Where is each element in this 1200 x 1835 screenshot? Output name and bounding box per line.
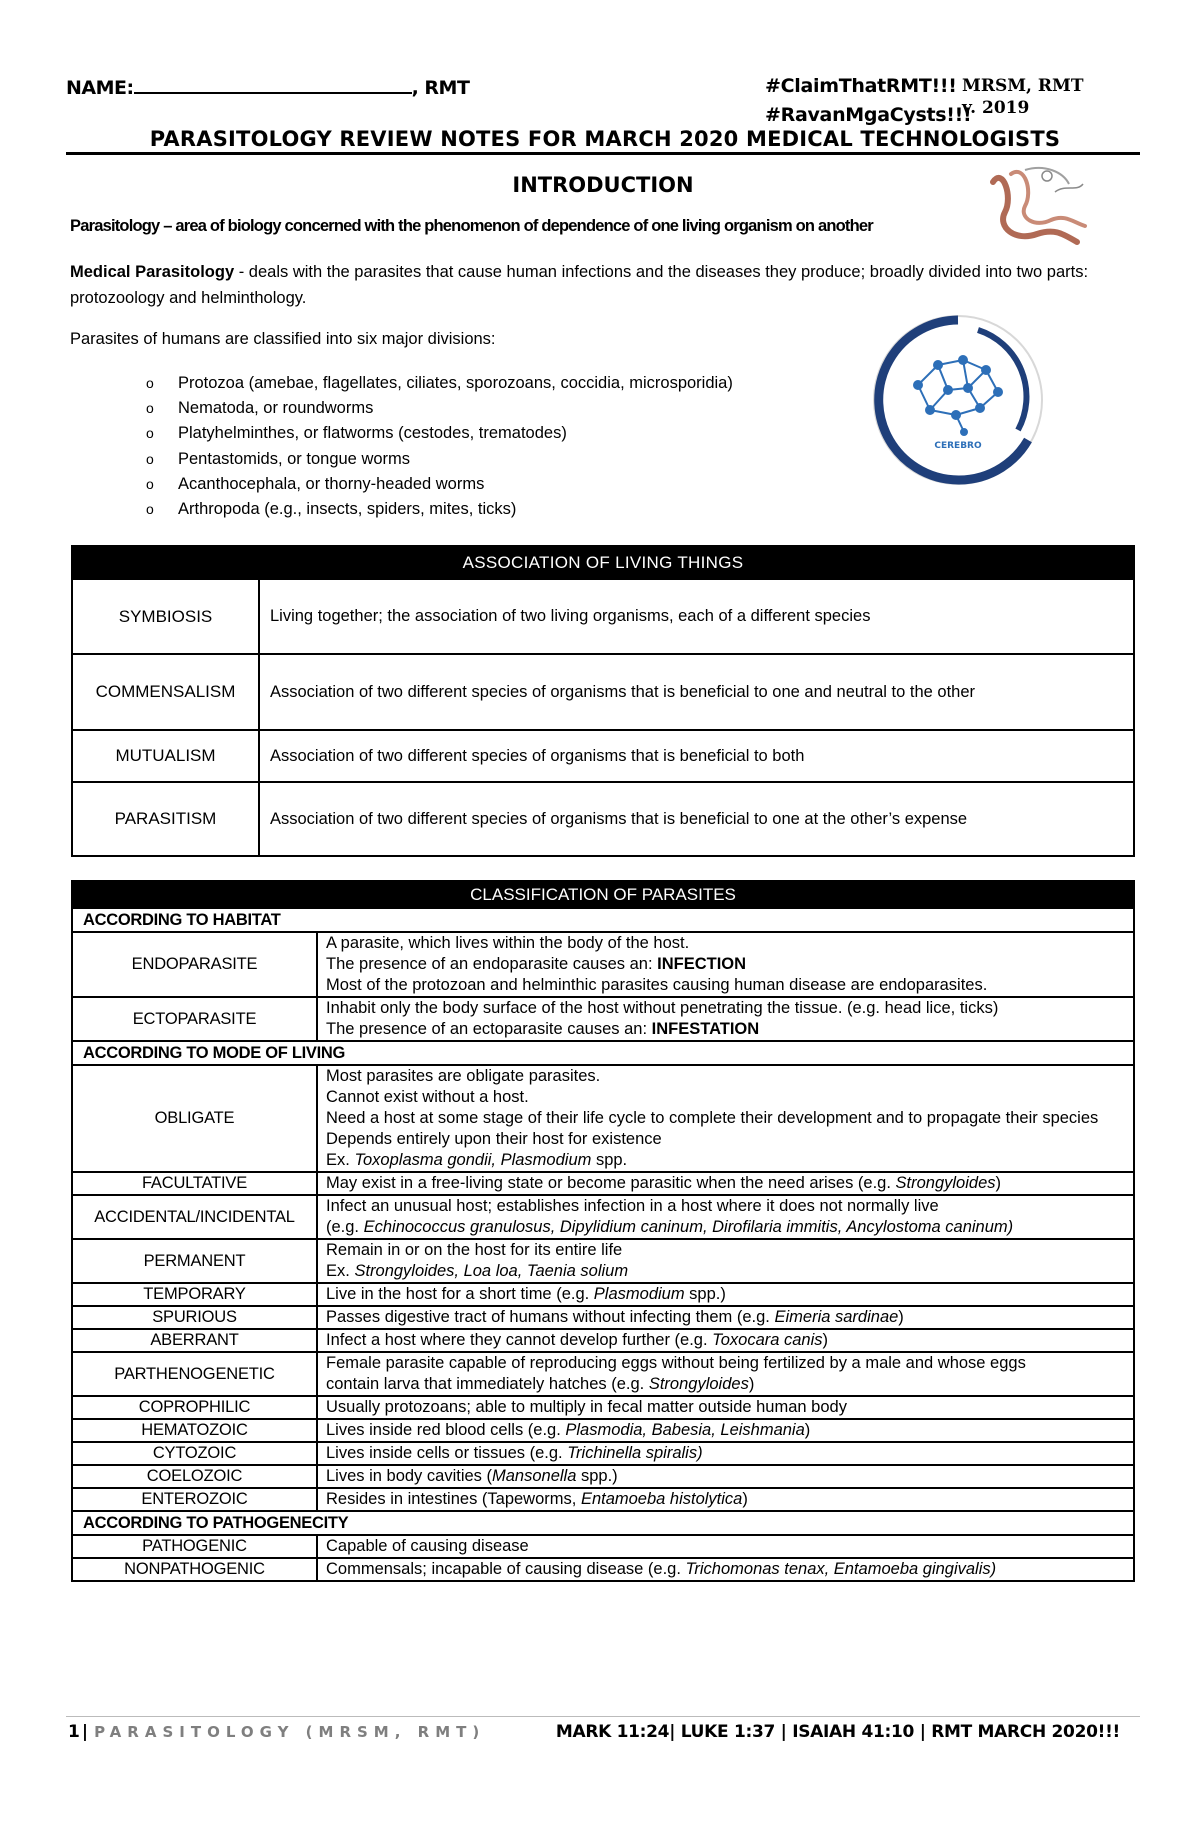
- term-cell: TEMPORARY: [72, 1283, 317, 1306]
- definition-line: [326, 1374, 1127, 1395]
- bullet-marker: o: [146, 501, 154, 518]
- table-row: [72, 579, 1134, 654]
- line-text: ): [742, 1490, 748, 1508]
- divisions-intro: Parasites of humans are classified into six major divisions:: [70, 330, 496, 348]
- definition-cell: Living together; the association of two living organisms, each of a different species: [259, 579, 1134, 654]
- definition-cell: [317, 1465, 1134, 1488]
- line-text: The presence of an endoparasite causes an:: [326, 955, 658, 973]
- term-cell: PATHOGENIC: [72, 1535, 317, 1558]
- table-row: [72, 1488, 1134, 1511]
- line-text: Commensals; incapable of causing disease (e.g.: [326, 1560, 686, 1578]
- definition-cell: [317, 1283, 1134, 1306]
- term-cell: ENDOPARASITE: [72, 932, 317, 997]
- name-label: NAME:: [66, 77, 134, 99]
- page-number: 1: [68, 1722, 80, 1742]
- line-text: Infect a host where they cannot develop further (e.g.: [326, 1331, 713, 1349]
- term-cell: COELOZOIC: [72, 1465, 317, 1488]
- list-item: [146, 472, 733, 497]
- divisions-list: [146, 371, 733, 522]
- term-cell: ENTEROZOIC: [72, 1488, 317, 1511]
- table-row: [72, 1283, 1134, 1306]
- species-name: Entamoeba histolytica: [580, 1490, 743, 1508]
- table-row: [72, 730, 1134, 782]
- definition-cell: [317, 1488, 1134, 1511]
- definition-cell: [317, 1172, 1134, 1195]
- association-table: [71, 545, 1135, 857]
- definition-line: Most parasites are obligate parasites.: [326, 1067, 601, 1085]
- document-title: PARASITOLOGY REVIEW NOTES FOR MARCH 2020 MEDICAL TECHNOLOGISTS: [149, 127, 1061, 151]
- table-row: [72, 1396, 1134, 1419]
- division-text: Platyhelminthes, or flatworms (cestodes, trematodes): [178, 424, 567, 443]
- emphasis-text: INFESTATION: [651, 1020, 760, 1038]
- definition-cell: Capable of causing disease: [317, 1535, 1134, 1558]
- line-text: Lives in body cavities (: [326, 1467, 492, 1485]
- definition-cell: Association of two different species of organisms that is beneficial to both: [259, 730, 1134, 782]
- definition-cell: [317, 1558, 1134, 1581]
- definition-cell: [317, 1329, 1134, 1352]
- classification-table-title: CLASSIFICATION OF PARASITES: [72, 881, 1134, 908]
- line-text: ): [748, 1375, 755, 1393]
- definition-cell: [317, 1195, 1134, 1239]
- bullet-marker: o: [146, 475, 154, 492]
- term-cell: CYTOZOIC: [72, 1442, 317, 1465]
- classification-table: [71, 880, 1135, 1582]
- name-suffix: , RMT: [411, 77, 470, 99]
- definition-cell: Usually protozoans; able to multiply in fecal matter outside human body: [317, 1396, 1134, 1419]
- footer-page-label: [68, 1722, 485, 1742]
- term-cell: SYMBIOSIS: [72, 579, 259, 654]
- line-text: May exist in a free-living state or become parasitic when the need arises (e.g.: [326, 1174, 896, 1192]
- table-row: [72, 1329, 1134, 1352]
- division-text: Protozoa (amebae, flagellates, ciliates, sporozoans, coccidia, microsporidia): [178, 374, 733, 392]
- line-text: Lives inside red blood cells (e.g.: [326, 1421, 566, 1439]
- division-text: Pentastomids, or tongue worms: [178, 449, 411, 468]
- definition-cell: [317, 1065, 1134, 1172]
- definition-cell: [317, 932, 1134, 997]
- definition-line: Cannot exist without a host.: [326, 1088, 529, 1106]
- term-cell: NONPATHOGENIC: [72, 1558, 317, 1581]
- definition-line: [326, 954, 1127, 975]
- term-cell: OBLIGATE: [72, 1065, 317, 1172]
- bullet-marker: o: [146, 450, 154, 467]
- division-text: Acanthocephala, or thorny-headed worms: [178, 474, 485, 493]
- footer-divider: [66, 1716, 1140, 1717]
- table-row: [72, 1558, 1134, 1581]
- list-item: [146, 421, 733, 446]
- term-cell: SPURIOUS: [72, 1306, 317, 1329]
- list-item: [146, 447, 733, 472]
- logo-text: CEREBRO: [934, 441, 982, 451]
- list-item: [146, 396, 733, 421]
- table-row: [72, 1065, 1134, 1172]
- division-text: Arthropoda (e.g., insects, spiders, mites, ticks): [178, 500, 517, 519]
- author-name: MRSM, RMT: [962, 76, 1084, 96]
- line-text: Resides in intestines (Tapeworms,: [326, 1490, 581, 1508]
- species-name: Toxoplasma gondii, Plasmodium: [354, 1151, 592, 1169]
- line-text: ): [804, 1421, 811, 1439]
- table-row: [72, 782, 1134, 856]
- species-name: Echinococcus granulosus, Dipylidium caninum, Dirofilaria immitis, Ancylostoma caninum): [363, 1218, 1014, 1236]
- hashtag-ravan: #RavanMgaCysts!!!: [765, 104, 972, 126]
- medical-parasitology-definition: [70, 259, 1120, 311]
- species-name: Plasmodia, Babesia, Leishmania: [565, 1421, 805, 1439]
- medical-parasitology-text: - deals with the parasites that cause human infections and the diseases they produce; broadly divided into two parts: protozoology and helminthology.: [70, 263, 1089, 307]
- term-cell: MUTUALISM: [72, 730, 259, 782]
- definition-line: [326, 1261, 1127, 1282]
- definition-line: Female parasite capable of reproducing eggs without being fertilized by a male and whose eggs: [326, 1354, 1026, 1372]
- subheader-habitat: ACCORDING TO HABITAT: [72, 908, 1134, 932]
- term-cell: FACULTATIVE: [72, 1172, 317, 1195]
- hashtag-claim: #ClaimThatRMT!!!: [765, 75, 957, 97]
- footer-separator: |: [81, 1722, 89, 1742]
- line-text: Passes digestive tract of humans without infecting them (e.g.: [326, 1308, 775, 1326]
- definition-line: Need a host at some stage of their life cycle to complete their development and to propagate their species: [326, 1109, 1099, 1127]
- definition-cell: Association of two different species of organisms that is beneficial to one at the other’s expense: [259, 782, 1134, 856]
- footer-verses: MARK 11:24| LUKE 1:37 | ISAIAH 41:10 | RMT MARCH 2020!!!: [555, 1722, 1120, 1742]
- subheader-pathogenecity: ACCORDING TO PATHOGENECITY: [72, 1511, 1134, 1535]
- definition-cell: [317, 1239, 1134, 1283]
- species-name: Strongyloides, Loa loa, Taenia solium: [354, 1262, 629, 1280]
- table-row: [72, 1306, 1134, 1329]
- table-row: [72, 1442, 1134, 1465]
- term-cell: PARTHENOGENETIC: [72, 1352, 317, 1396]
- definition-line: Inhabit only the body surface of the host without penetrating the tissue. (e.g. head lice, ticks): [326, 999, 999, 1017]
- definition-cell: [317, 997, 1134, 1041]
- term-cell: COPROPHILIC: [72, 1396, 317, 1419]
- line-text: contain larva that immediately hatches (e.g.: [326, 1375, 649, 1393]
- term-cell: COMMENSALISM: [72, 654, 259, 730]
- line-text: (e.g.: [326, 1218, 364, 1236]
- table-row: [72, 1172, 1134, 1195]
- species-name: Trichinella spiralis): [567, 1444, 703, 1462]
- line-text: ): [898, 1308, 904, 1326]
- term-cell: PARASITISM: [72, 782, 259, 856]
- division-text: Nematoda, or roundworms: [178, 399, 374, 418]
- medical-parasitology-term: Medical Parasitology: [70, 263, 235, 281]
- line-text: Ex.: [326, 1151, 355, 1169]
- section-title-introduction: INTRODUCTION: [512, 173, 694, 197]
- term-cell: PERMANENT: [72, 1239, 317, 1283]
- table-row: [72, 997, 1134, 1041]
- line-text: ): [822, 1331, 829, 1349]
- line-text: Lives inside cells or tissues (e.g.: [326, 1444, 568, 1462]
- line-text: The presence of an ectoparasite causes an:: [326, 1020, 652, 1038]
- table-row: [72, 654, 1134, 730]
- definition-cell: [317, 1352, 1134, 1396]
- hashtags: [765, 72, 971, 130]
- line-text: spp.): [576, 1467, 618, 1485]
- list-item: [146, 497, 733, 522]
- bullet-marker: o: [146, 375, 154, 391]
- definition-cell: [317, 1306, 1134, 1329]
- list-item: [146, 371, 733, 396]
- line-text: spp.): [684, 1285, 726, 1303]
- definition-cell: Association of two different species of organisms that is beneficial to one and neutral to the other: [259, 654, 1134, 730]
- cerebro-logo: [868, 310, 1048, 490]
- name-field-line: [66, 76, 469, 99]
- bullet-marker: o: [146, 425, 154, 442]
- worm-illustration: [985, 162, 1100, 252]
- author-block: [962, 75, 1083, 119]
- species-name: Strongyloides: [648, 1375, 749, 1393]
- table-row: [72, 1535, 1134, 1558]
- term-cell: ABERRANT: [72, 1329, 317, 1352]
- table-row: [72, 1419, 1134, 1442]
- subheader-mode-of-living: ACCORDING TO MODE OF LIVING: [72, 1041, 1134, 1065]
- term-cell: HEMATOZOIC: [72, 1419, 317, 1442]
- term-cell: ECTOPARASITE: [72, 997, 317, 1041]
- definition-line: [326, 1217, 1127, 1238]
- definition-line: Depends entirely upon their host for existence: [326, 1130, 662, 1148]
- table-row: [72, 1239, 1134, 1283]
- definition-line: [326, 1150, 1127, 1171]
- table-row: [72, 932, 1134, 997]
- species-name: Eimeria sardinae: [774, 1308, 899, 1326]
- definition-line: [326, 1019, 1127, 1040]
- bullet-marker: o: [146, 400, 154, 417]
- definition-cell: [317, 1419, 1134, 1442]
- association-table-title: ASSOCIATION OF LIVING THINGS: [72, 546, 1134, 579]
- definition-line: Infect an unusual host; establishes infection in a host where it does not normally live: [326, 1197, 939, 1215]
- line-text: spp.: [591, 1151, 628, 1169]
- version-label: v. 2019: [962, 98, 1030, 118]
- species-name: Toxocara canis: [712, 1331, 823, 1349]
- emphasis-text: INFECTION: [657, 955, 747, 973]
- footer-subject: PARASITOLOGY (MRSM, RMT): [94, 1723, 486, 1741]
- table-row: [72, 1195, 1134, 1239]
- parasitology-definition: Parasitology – area of biology concerned with the phenomenon of dependence of one living organism on another: [70, 217, 873, 235]
- species-name: Strongyloides: [895, 1174, 996, 1192]
- line-text: Live in the host for a short time (e.g.: [326, 1285, 594, 1303]
- line-text: ): [995, 1174, 1002, 1192]
- table-row: [72, 1465, 1134, 1488]
- name-blank: [134, 76, 412, 94]
- species-name: Trichomonas tenax, Entamoeba gingivalis): [685, 1560, 997, 1578]
- definition-line: Most of the protozoan and helminthic parasites causing human disease are endoparasites.: [326, 976, 988, 994]
- species-name: Plasmodium: [593, 1285, 685, 1303]
- definition-line: A parasite, which lives within the body of the host.: [326, 934, 690, 952]
- species-name: Mansonella: [492, 1467, 577, 1485]
- line-text: Ex.: [326, 1262, 355, 1280]
- term-cell: ACCIDENTAL/INCIDENTAL: [72, 1195, 317, 1239]
- title-divider: [66, 152, 1140, 155]
- definition-line: Remain in or on the host for its entire life: [326, 1241, 623, 1259]
- definition-cell: [317, 1442, 1134, 1465]
- table-row: [72, 1352, 1134, 1396]
